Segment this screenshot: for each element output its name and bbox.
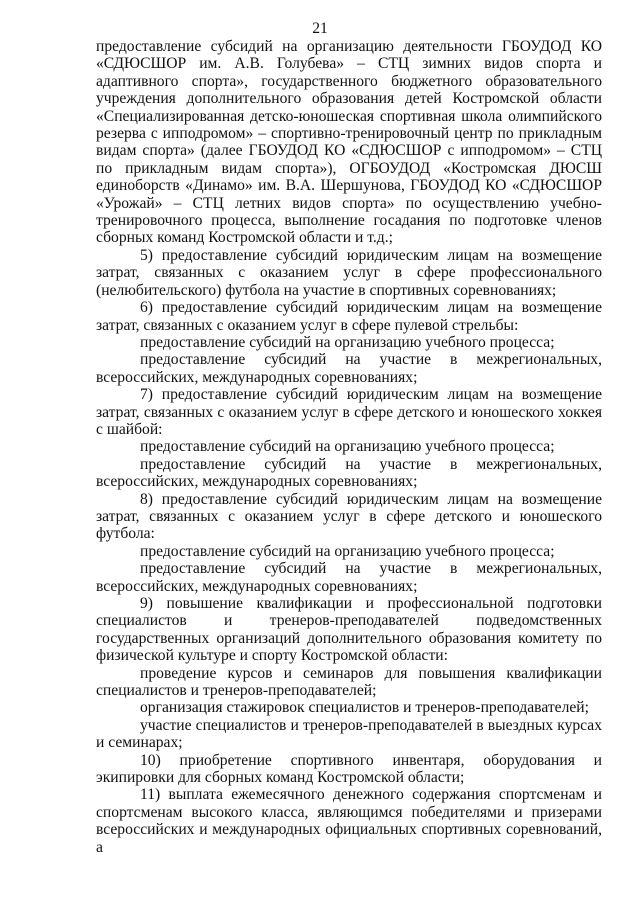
paragraph-item-8-educational: предоставление субсидий на организацию учебного процесса; (140, 542, 555, 560)
paragraph-item-6-competitions: предоставление субсидий на участие в межрегиональных, всероссийских, международных соревнованиях; (96, 351, 602, 386)
paragraph-item-6: 6) предоставление субсидий юридическим лицам на возмещение затрат, связанных с оказанием услуг в сфере пулевой стрельбы: (96, 299, 602, 334)
paragraph-item-5: 5) предоставление субсидий юридическим лицам на возмещение затрат, связанных с оказанием услуг в сфере профессионального (нелюбительского) футбола на участие в спортивных соревнованиях; (96, 246, 602, 299)
paragraph-item-7-educational: предоставление субсидий на организацию учебного процесса; (140, 438, 555, 456)
paragraph-item-11: 11) выплата ежемесячного денежного содержания спортсменам и спортсменам высокого класса, являющимся победителями и призерами всероссийских и международных официальных спортивных соревнований, а (96, 786, 602, 856)
paragraph-item-7-competitions: предоставление субсидий на участие в межрегиональных, всероссийских, международных соревнованиях; (96, 455, 602, 491)
paragraph-item-6-educational: предоставление субсидий на организацию учебного процесса; (140, 333, 555, 351)
document-body (96, 38, 602, 856)
paragraph-item-9-participation: участие специалистов и тренеров-преподавателей в выездных курсах и семинарах; (96, 716, 602, 752)
page-number: 21 (312, 20, 328, 37)
paragraph-subsidies-organizations: предоставление субсидий на организацию деятельности ГБОУДОД КО «СДЮСШОР им. А.В. Голубева» – СТЦ зимних видов спорта и адаптивного спорта», государственного бюджетного образовательного учреждения дополнительного образования детей Костромской области «Специализированная детско-юношеская спортивная школа олимпийского резерва с ипподромом» – спортивно-тренировочный центр по прикладным видам спорта» (далее ГБОУДОД КО «СДЮСШОР с ипподромом» – СТЦ по прикладным видам спорта»), ОГБОУДОД «Костромская ДЮСШ единоборств «Динамо» им. В.А. Шершунова, ГБОУДОД КО «СДЮСШОР «Урожай» – СТЦ летних видов спорта» по осуществлению учебно-тренировочного процесса, выполнение госадания по подготовке членов сборных команд Костромской области и т.д.; (96, 38, 602, 247)
paragraph-item-10: 10) приобретение спортивного инвентаря, оборудования и экипировки для сборных команд Костромской области; (96, 751, 602, 787)
paragraph-item-9-courses: проведение курсов и семинаров для повышения квалификации специалистов и тренеров-преподавателей; (96, 664, 602, 700)
paragraph-item-9: 9) повышение квалификации и профессиональной подготовки специалистов и тренеров-преподавателей подведомственных государственных организаций дополнительного образования комитету по физической культуре и спорту Костромской области: (96, 595, 602, 665)
paragraph-item-9-internships: организация стажировок специалистов и тренеров-преподавателей; (140, 699, 589, 717)
paragraph-item-8-competitions: предоставление субсидий на участие в межрегиональных, всероссийских, международных соревнованиях; (96, 560, 602, 595)
paragraph-item-8: 8) предоставление субсидий юридическим лицам на возмещение затрат, связанных с оказанием услуг в сфере детского и юношеского футбола: (96, 490, 602, 543)
paragraph-item-7: 7) предоставление субсидий юридическим лицам на возмещение затрат, связанных с оказанием услуг в сфере детского и юношеского хоккея с шайбой: (96, 386, 602, 438)
